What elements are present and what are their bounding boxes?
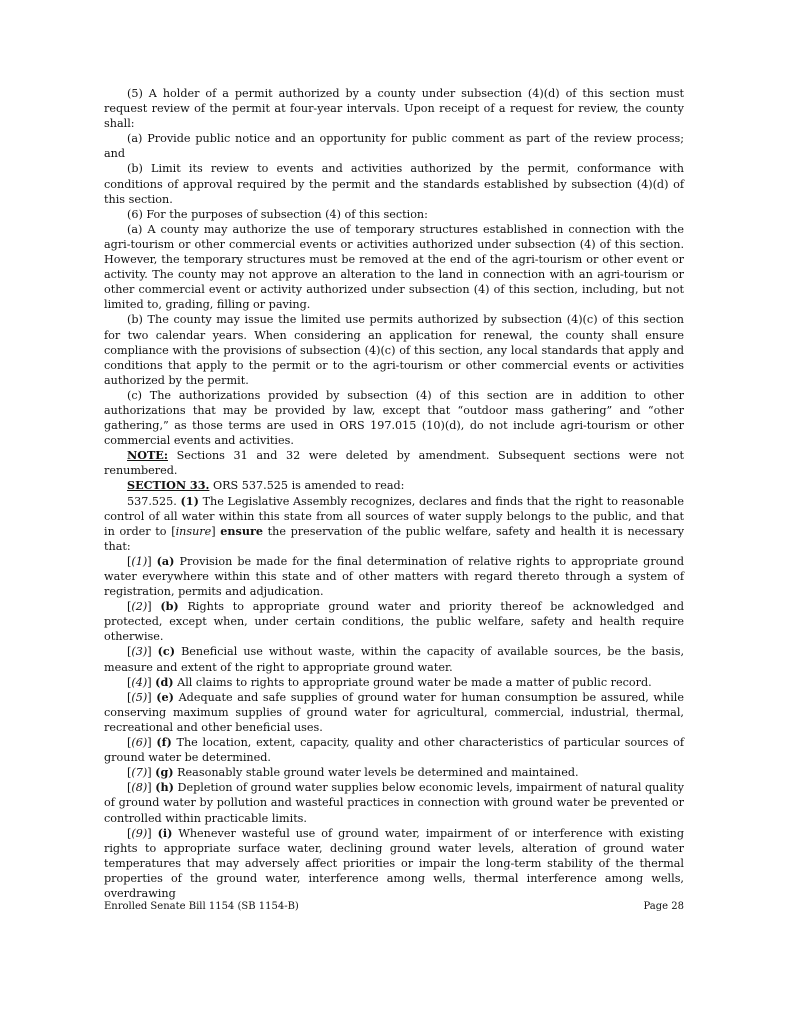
statute-item: [(2)] (b) Rights to appropriate ground water and priority thereof be acknowledged and protected, except when, under certain conditions, the public welfare, safety and health require otherwise. bbox=[104, 599, 684, 644]
statute-item: [(3)] (c) Beneficial use without waste, within the capacity of available sources, be the basis, measure and extent of the right to appropriate ground water. bbox=[104, 644, 685, 674]
footer-bill-name: Enrolled Senate Bill 1154 (SB 1154-B) bbox=[104, 901, 299, 912]
section-33-heading bbox=[104, 478, 684, 493]
statute-intro: 537.525. (1) The Legislative Assembly recognizes, declares and finds that the right to reasonable control of all water within this state from all sources of water supply belongs to the public, and that in order to [insure] ensure the preservation of the public welfare, safety and health it is necessary that: bbox=[104, 493, 685, 553]
footer-page-number: Page 28 bbox=[643, 901, 684, 912]
statute-item: [(5)] (e) Adequate and safe supplies of ground water for human consumption be assured, while conserving maximum supplies of ground water for agricultural, commercial, industrial, thermal, recreational and other beneficial uses. bbox=[104, 689, 684, 734]
note-label: NOTE: bbox=[127, 448, 168, 463]
statute-items bbox=[104, 554, 684, 901]
paragraph-6b: (b) The county may issue the limited use permits authorized by subsection (4)(c) of this section for two calendar years. When considering an application for renewal, the county shall ensure compliance with the provisions of subsection (4)(c) of this section, any local standards that apply and conditions that apply to the permit or to the agri-tourism or other commercial events or activities authorized by the permit. bbox=[104, 313, 684, 387]
statute-item: [(4)] (d) All claims to rights to appropriate ground water be made a matter of public record. bbox=[127, 674, 652, 689]
section-33-label: SECTION 33. bbox=[127, 478, 210, 493]
paragraph-5: (5) A holder of a permit authorized by a county under subsection (4)(d) of this section must request review of the permit at four-year intervals. Upon receipt of a request for review, the county shall: bbox=[104, 87, 684, 131]
document-body bbox=[104, 86, 684, 901]
statute-item: [(8)] (h) Depletion of ground water supplies below economic levels, impairment of natural quality of ground water by pollution and wasteful practices in connection with ground water be prevented or controlled within practicable limits. bbox=[104, 780, 685, 825]
section-33-text: ORS 537.525 is amended to read: bbox=[209, 479, 405, 493]
paragraph-6c: (c) The authorizations provided by subsection (4) of this section are in addition to other authorizations that may be provided by law, except that “outdoor mass gathering” and “other gathering,” as those terms are used in ORS 197.015 (10)(d), do not include agri-tourism or other commercial events and activities. bbox=[104, 388, 684, 448]
page-footer bbox=[104, 901, 684, 912]
note-paragraph bbox=[104, 448, 684, 478]
note-text: Sections 31 and 32 were deleted by amendment. Subsequent sections were not renumbered. bbox=[104, 449, 684, 478]
deleted-text: insure bbox=[175, 524, 212, 538]
statute-item: [(1)] (a) Provision be made for the final determination of relative rights to appropriate ground water everywhere within this state and of other matters with regard thereto through a system of registration, permits and adjudication. bbox=[104, 553, 684, 599]
statute-item: [(6)] (f) The location, extent, capacity, quality and other characteristics of particular sources of ground water be determined. bbox=[104, 735, 684, 765]
paragraph-5a: (a) Provide public notice and an opportunity for public comment as part of the review process; and bbox=[104, 132, 684, 161]
statute-item: [(7)] (g) Reasonably stable ground water levels be determined and maintained. bbox=[127, 765, 579, 780]
paragraph-6a: (a) A county may authorize the use of temporary structures established in connection with the agri-tourism or other commercial events or activities authorized under subsection (4) of this section. However, the temporary structures must be removed at the end of the agri-tourism or other event or activity. The county may not approve an alteration to the land in connection with an agri-tourism or other commercial event or activity authorized under subsection (4) of this section, including, but not limited to, grading, filling or paving. bbox=[104, 222, 684, 312]
added-text: ensure bbox=[220, 523, 263, 538]
paragraph-5b: (b) Limit its review to events and activities authorized by the permit, conformance with conditions of approval required by the permit and the standards established by subsection (4)(d) of this section. bbox=[104, 162, 684, 206]
paragraph-6: (6) For the purposes of subsection (4) of this section: bbox=[127, 207, 428, 221]
statute-item: [(9)] (i) Whenever wasteful use of ground water, impairment of or interference with existing rights to appropriate surface water, declining ground water levels, alteration of ground water temperatures that may adversely affect priorities or impair the long-term stability of the thermal properties of the ground water, interference among wells, thermal interference among wells, overdrawing bbox=[104, 825, 685, 900]
